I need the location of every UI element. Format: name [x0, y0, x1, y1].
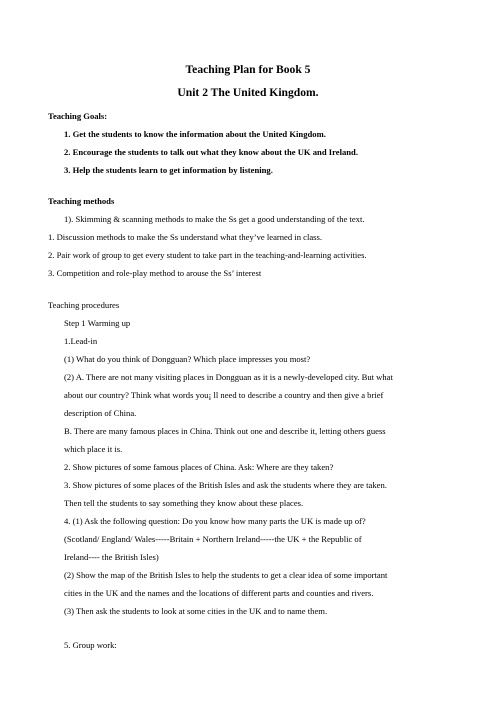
- method-item-1: 1). Skimming & scanning methods to make the Ss get a good understanding of the text.: [64, 214, 365, 224]
- question-1: (1) What do you think of Dongguan? Which place impresses you most?: [64, 354, 311, 364]
- document-title: Teaching Plan for Book 5: [185, 63, 311, 76]
- question-2a-cont: about our country? Think what words you¡ ll need to describe a country and then give a brief: [64, 390, 384, 400]
- question-2a-end: description of China.: [64, 408, 137, 418]
- step1-heading: Step 1 Warming up: [64, 318, 131, 328]
- procedure-item-4-2: (2) Show the map of the British Isles to help the students to get a clear idea of some important: [64, 570, 388, 580]
- procedure-item-4: 4. (1) Ask the following question: Do you know how many parts the UK is made up of?: [64, 516, 366, 526]
- procedure-item-4-end: Ireland---- the British Isles): [64, 552, 159, 562]
- goal-item-2: 2. Encourage the students to talk out what they know about the UK and Ireland.: [64, 147, 358, 157]
- goal-item-3: 3. Help the students learn to get information by listening.: [64, 165, 273, 175]
- method-item-4: 3. Competition and role-play method to arouse the Ss’ interest: [48, 268, 262, 278]
- procedures-heading: Teaching procedures: [48, 300, 120, 310]
- procedure-item-2: 2. Show pictures of some famous places of China. Ask: Where are they taken?: [64, 462, 334, 472]
- method-item-3: 2. Pair work of group to get every student to take part in the teaching-and-learning activities.: [48, 250, 367, 260]
- question-2a: (2) A. There are not many visiting places in Dongguan as it is a newly-developed city. But what: [64, 372, 393, 382]
- procedure-item-3: 3. Show pictures of some places of the British Isles and ask the students where they are taken.: [64, 480, 387, 490]
- goals-heading: Teaching Goals:: [48, 111, 108, 121]
- question-2b-end: which place it is.: [64, 444, 123, 454]
- procedure-item-4-cont: (Scotland/ England/ Wales-----Britain + Northern Ireland-----the UK + the Republic of: [64, 534, 362, 544]
- methods-heading: Teaching methods: [48, 196, 115, 206]
- question-2b: B. There are many famous places in China. Think out one and describe it, letting others guess: [64, 426, 386, 436]
- leadin-heading: 1.Lead-in: [64, 336, 98, 346]
- document-subtitle: Unit 2 The United Kingdom.: [177, 86, 319, 99]
- procedure-item-4-3: (3) Then ask the students to look at some cities in the UK and to name them.: [64, 606, 328, 616]
- procedure-item-4-2-cont: cities in the UK and the names and the locations of different parts and counties and rivers.: [64, 588, 374, 598]
- goal-item-1: 1. Get the students to know the information about the United Kingdom.: [64, 129, 326, 139]
- procedure-item-3-cont: Then tell the students to say something they know about these places.: [64, 498, 304, 508]
- method-item-2: 1. Discussion methods to make the Ss understand what they’ve learned in class.: [48, 232, 322, 242]
- procedure-item-5: 5. Group work:: [64, 640, 117, 650]
